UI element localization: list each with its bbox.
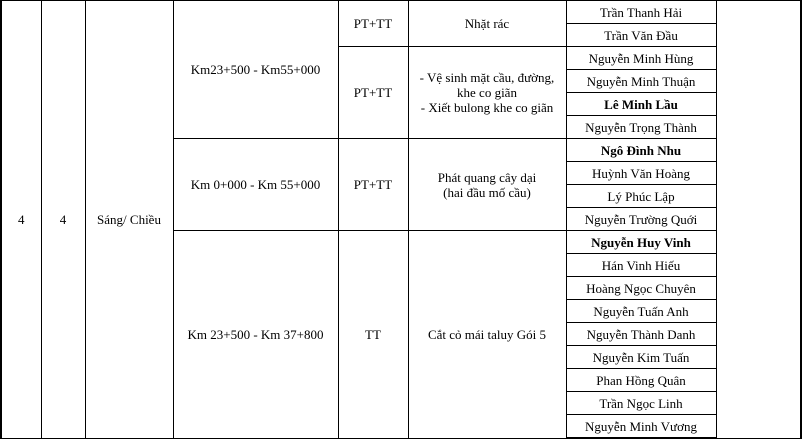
worker-name-cell: Nguyễn Huy Vinh — [566, 231, 716, 254]
notes-cell — [716, 1, 801, 439]
worker-name-cell: Trần Thanh Hải — [566, 1, 716, 24]
index-cell-a: 4 — [1, 1, 41, 439]
worker-name-cell: Nguyễn Trường Quới — [566, 208, 716, 231]
worker-name-cell: Nguyễn Minh Thuận — [566, 70, 716, 93]
segment-cell: Km23+500 - Km55+000 — [173, 1, 338, 139]
work-line: Cắt cỏ mái taluy Gói 5 — [427, 326, 547, 342]
worker-name-cell: Nguyễn Minh Hùng — [566, 47, 716, 70]
work-cell — [408, 1, 566, 47]
worker-name-cell: Phan Hồng Quân — [566, 369, 716, 392]
work-line: (hai đầu mố cầu) — [443, 184, 531, 200]
work-line: Phát quang cây dại — [437, 169, 537, 185]
work-cell — [408, 47, 566, 139]
index-cell-b: 4 — [41, 1, 85, 439]
mode-cell: PT+TT — [338, 139, 408, 231]
worker-name-cell: Nguyễn Minh Vương — [566, 415, 716, 439]
segment-cell: Km 23+500 - Km 37+800 — [173, 231, 338, 439]
worker-name-cell: Trần Ngọc Linh — [566, 392, 716, 415]
mode-cell: PT+TT — [338, 1, 408, 47]
work-line: - Vệ sinh mặt cầu, đường, — [419, 70, 555, 85]
shift-cell: Sáng/ Chiều — [85, 1, 173, 439]
worker-name-cell: Nguyễn Kim Tuấn — [566, 346, 716, 369]
worker-name-cell: Lê Minh Lầu — [566, 93, 716, 116]
segment-cell: Km 0+000 - Km 55+000 — [173, 139, 338, 231]
worker-name-cell: Hán Vinh Hiếu — [566, 254, 716, 277]
work-cell — [408, 231, 566, 439]
worker-name-cell: Nguyễn Tuấn Anh — [566, 300, 716, 323]
mode-cell: PT+TT — [338, 47, 408, 139]
worker-name-cell: Hoàng Ngọc Chuyên — [566, 277, 716, 300]
worker-name-cell: Nguyễn Thành Danh — [566, 323, 716, 346]
work-line: khe co giãn — [457, 85, 517, 100]
table-row — [1, 1, 801, 24]
worker-name-cell: Huỳnh Văn Hoàng — [566, 162, 716, 185]
worker-name-cell: Lý Phúc Lập — [566, 185, 716, 208]
worker-name-cell: Ngô Đình Nhu — [566, 139, 716, 162]
work-cell — [408, 139, 566, 231]
mode-cell: TT — [338, 231, 408, 439]
worker-name-cell: Trần Văn Đầu — [566, 24, 716, 47]
worker-name-cell: Nguyễn Trọng Thành — [566, 116, 716, 139]
work-line: - Xiết bulong khe co giãn — [420, 100, 554, 115]
work-line: Nhặt rác — [464, 16, 510, 31]
